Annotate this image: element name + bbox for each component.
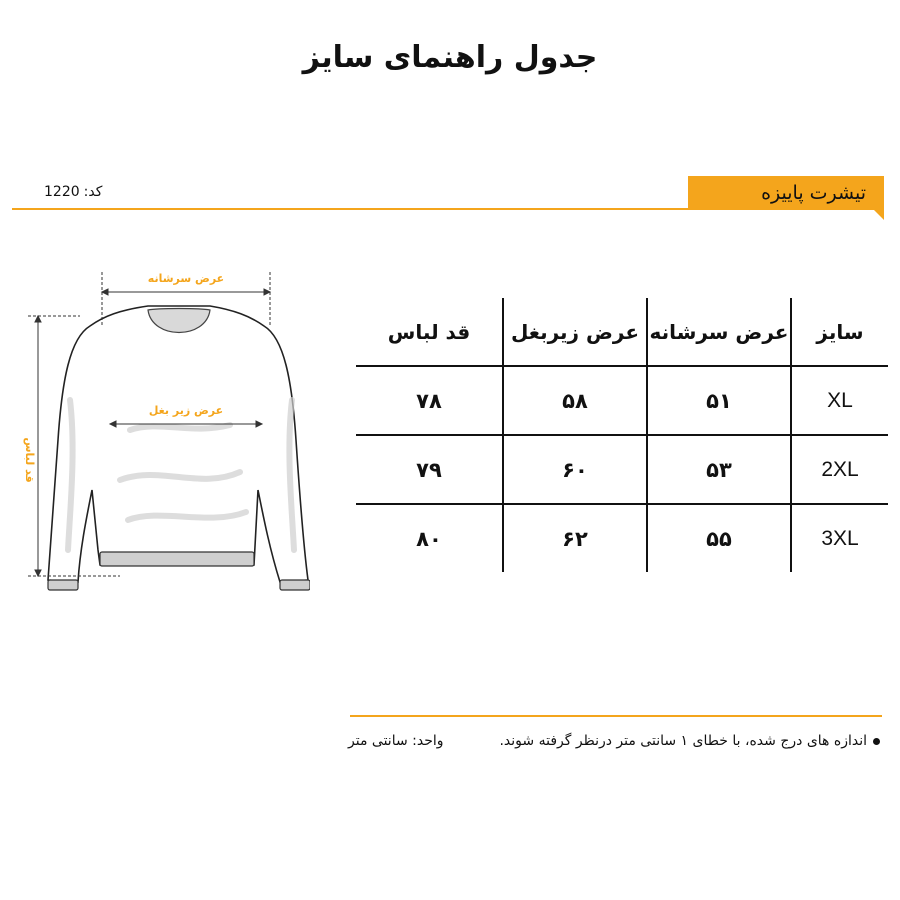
table-row — [356, 366, 888, 435]
cell-shoulder: ۵۱ — [647, 366, 791, 435]
unit-label: واحد: سانتی متر — [348, 733, 444, 749]
header-size: سایز — [791, 298, 888, 366]
cell-size: 3XL — [791, 504, 888, 572]
table-header-row — [356, 298, 888, 366]
badge-tail — [874, 210, 884, 220]
product-name-badge — [688, 176, 884, 210]
table-row — [356, 435, 888, 504]
header-shoulder: عرض سرشانه — [647, 298, 791, 366]
product-code-value: 1220 — [44, 184, 80, 200]
product-code — [40, 184, 102, 200]
sweatshirt-diagram — [10, 250, 310, 620]
page-title: جدول راهنمای سایز — [302, 40, 598, 75]
length-label: قد لباس — [23, 437, 36, 483]
cell-length: ۸۰ — [356, 504, 503, 572]
table-row — [356, 504, 888, 572]
cell-armpit: ۶۲ — [503, 504, 647, 572]
cell-armpit: ۵۸ — [503, 366, 647, 435]
tolerance-note-text: اندازه های درج شده، با خطای ۱ سانتی متر درنظر گرفته شوند. — [499, 733, 867, 749]
cell-size: 2XL — [791, 435, 888, 504]
shoulder-width-label: عرض سرشانه — [147, 272, 225, 285]
tolerance-note — [499, 733, 880, 749]
cell-armpit: ۶۰ — [503, 435, 647, 504]
cell-length: ۷۸ — [356, 366, 503, 435]
bullet-icon — [873, 738, 880, 745]
header-divider — [12, 208, 712, 210]
header-length: قد لباس — [387, 319, 471, 344]
product-name: تیشرت پاییزه — [761, 182, 866, 204]
header-armpit: عرض زیربغل — [503, 298, 647, 366]
cell-shoulder: ۵۳ — [647, 435, 791, 504]
cell-size: XL — [791, 366, 888, 435]
product-code-label: کد: — [83, 184, 103, 200]
size-table — [356, 298, 888, 572]
footer-divider — [350, 715, 882, 717]
cell-shoulder: ۵۵ — [647, 504, 791, 572]
cell-length: ۷۹ — [356, 435, 503, 504]
armpit-width-label: عرض زیر بغل — [148, 404, 224, 417]
